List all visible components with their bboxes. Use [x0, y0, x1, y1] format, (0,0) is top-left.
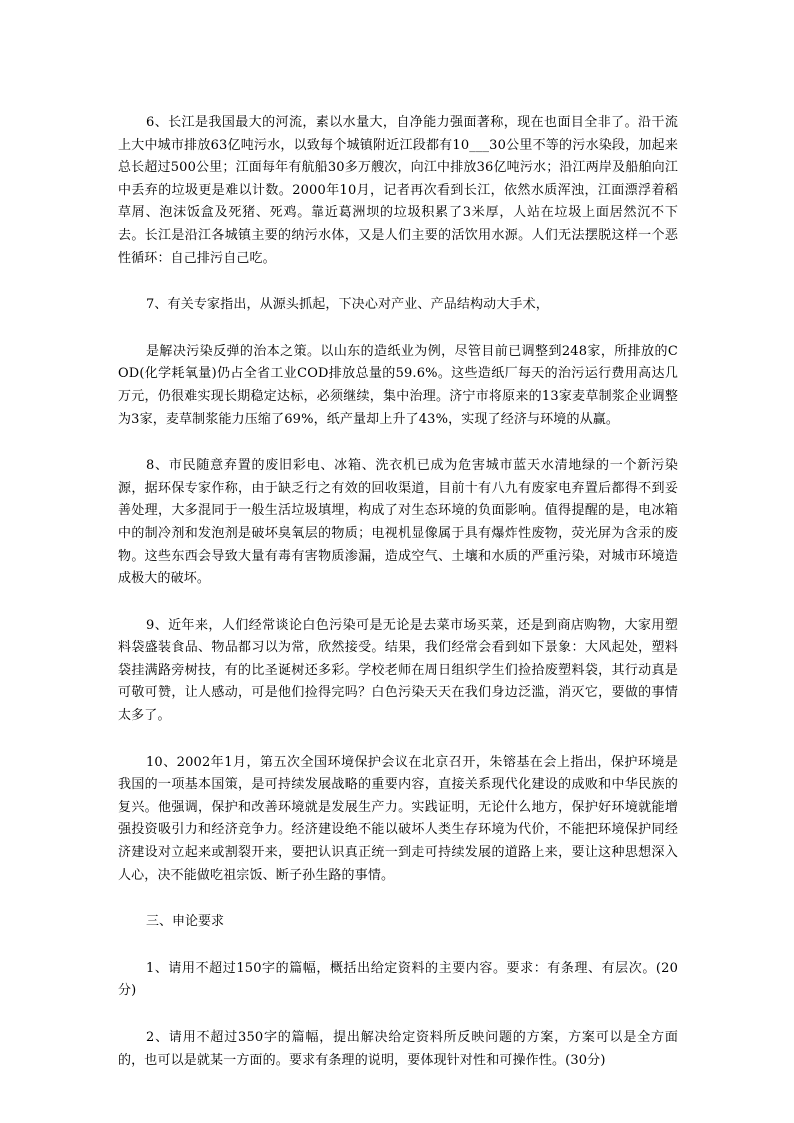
requirement-2: 2、请用不超过350字的篇幅，提出解决给定资料所反映问题的方案，方案可以是全方面的，也可以是就某一方面的。要求有条理的说明，要体现针对性和可操作性。(30分) [118, 1030, 678, 1068]
paragraph-7-intro: 7、有关专家指出，从源头抓起，下决心对产业、产品结构动大手术， [146, 297, 549, 313]
document-page [118, 112, 678, 1072]
paragraph-8: 8、市民随意弃置的废旧彩电、冰箱、洗衣机已成为危害城市蓝天水清地绿的一个新污染源，据环保专家作称，由于缺乏行之有效的回收渠道，目前十有八九有废家电弃置后都得不到妥善处理，大多混同于一般生活垃圾填埋，构成了对生态环境的负面影响。值得提醒的是，电冰箱中的制冷剂和发泡剂是破坏臭氧层的物质；电视机显像属于具有爆炸性废物，荧光屏为含汞的废物。这些东西会导致大量有毒有害物质渗漏，造成空气、土壤和水质的严重污染，对城市环境造成极大的破坏。 [118, 458, 678, 587]
requirement-1: 1、请用不超过150字的篇幅，概括出给定资料的主要内容。要求：有条理、有层次。(20分) [118, 960, 678, 999]
paragraph-9: 9、近年来，人们经常谈论白色污染可是无论是去菜市场买菜，还是到商店购物，大家用塑料袋盛装食品、物品都习以为常，欣然接受。结果，我们经常会看到如下景象：大风起处，塑料袋挂满路旁树技，有的比圣诞树还多彩。学校老师在周日组织学生们捡拾废塑料袋，其行动真是可敬可赞，让人感动，可是他们捡得完吗？白色污染天天在我们身边泛滥，消灭它，要做的事情太多了。 [118, 617, 678, 724]
paragraph-7-body: 是解决污染反弹的治本之策。以山东的造纸业为例，尽管目前已调整到248家，所排放的COD(化学耗氧量)仍占全省工业COD排放总量的59.6%。这些造纸厂每天的治污运行费用高达几万元，仍很难实现长期稳定达标，必须继续，集中治理。济宁市将原来的13家麦草制浆企业调整为3家，麦草制浆能力压缩了69%，纸产量却上升了43%，实现了经济与环境的从赢。 [118, 343, 678, 427]
paragraph-6: 6、长江是我国最大的河流，素以水量大，自净能力强面著称，现在也面目全非了。沿干流上大中城市排放63亿吨污水，以致每个城镇附近江段都有10___30公里不等的污水染段，加起来总长超过500公里；江面每年有航船30多万艘次，向江中排放36亿吨污水；沿江两岸及船舶向江中丢弃的垃圾更是难以计数。2000年10月，记者再次看到长江，依然水质浑浊，江面漂浮着稻草屑、泡沫饭盒及死猪、死鸡。靠近葛洲坝的垃圾积累了3米厚，人站在垃圾上面居然沉不下去。长江是沿江各城镇主要的纳污水体，又是人们主要的活饮用水源。人们无法摆脱这样一个恶性循环：自己排污自己吃。 [118, 115, 678, 266]
section-heading: 三、申论要求 [146, 914, 225, 930]
paragraph-10: 10、2002年1月，第五次全国环境保护会议在北京召开，朱镕基在会上指出，保护环境是我国的一项基本国策，是可持续发展战略的重要内容，直接关系现代化建设的成败和中华民族的复兴。他强调，保护和改善环境就是发展生产力。实践证明，无论什么地方，保护好环境就能增强投资吸引力和经济竞争力。经济建设绝不能以破坏人类生存环境为代价，不能把环境保护同经济建设对立起来或割裂开来，要把认识真正统一到走可持续发展的道路上来，要让这种思想深入人心，决不能做吃祖宗饭、断子孙生路的事情。 [118, 754, 678, 883]
